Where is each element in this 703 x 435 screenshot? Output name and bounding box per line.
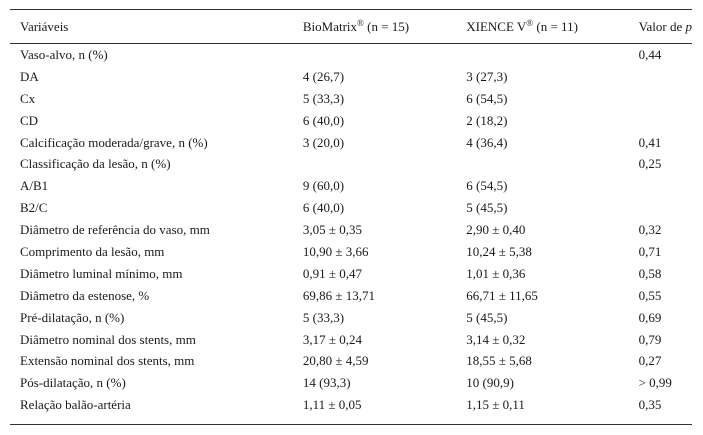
- row-label: Diâmetro de referência do vaso, mm: [20, 222, 210, 238]
- row-xience: 66,71 ± 11,65: [466, 287, 538, 303]
- row-p-value: [629, 110, 692, 132]
- table-row: [10, 285, 692, 307]
- row-biomatrix: 4 (26,7): [302, 68, 345, 84]
- table-body: [10, 44, 692, 417]
- table-row: [10, 241, 692, 263]
- header-biomatrix: [293, 10, 456, 44]
- row-biomatrix: 5 (33,3): [302, 309, 345, 325]
- table-row: [10, 197, 692, 219]
- table-row: [10, 88, 692, 110]
- table-row: [10, 263, 692, 285]
- table-row: [10, 394, 692, 416]
- row-xience: 18,55 ± 5,68: [466, 353, 532, 369]
- row-biomatrix: 69,86 ± 13,71: [302, 287, 376, 303]
- table-row: [10, 153, 692, 175]
- row-biomatrix: 3,17 ± 0,24: [302, 331, 363, 347]
- table-row: [10, 66, 692, 88]
- table-row: [10, 307, 692, 329]
- row-xience: 5 (45,5): [466, 309, 508, 325]
- header-row: [10, 10, 692, 44]
- row-p-value: [629, 66, 692, 88]
- row-xience: 6 (54,5): [466, 178, 508, 194]
- data-table-container: [10, 9, 692, 425]
- row-p-value: 0,79: [638, 331, 662, 347]
- row-biomatrix: 3 (20,0): [302, 134, 345, 150]
- table-header: [10, 10, 692, 44]
- table-row: [10, 329, 692, 351]
- row-xience: 5 (45,5): [466, 200, 508, 216]
- row-label: CD: [20, 112, 39, 128]
- row-biomatrix: 6 (40,0): [302, 112, 345, 128]
- row-xience: 3 (27,3): [466, 68, 508, 84]
- row-p-value: 0,58: [638, 265, 662, 281]
- row-label: Pós-dilatação, n (%): [20, 375, 126, 391]
- row-p-value: > 0,99: [638, 375, 672, 391]
- row-p-value: 0,44: [638, 46, 662, 62]
- row-p-value: 0,55: [638, 287, 662, 303]
- row-xience: 1,01 ± 0,36: [466, 265, 526, 281]
- row-label: Calcificação moderada/grave, n (%): [20, 134, 208, 150]
- row-p-value: 0,35: [638, 397, 662, 413]
- header-variables: [10, 10, 293, 44]
- row-label: Extensão nominal dos stents, mm: [20, 353, 195, 369]
- table-row: [10, 132, 692, 154]
- row-biomatrix: [293, 44, 456, 66]
- row-p-value: 0,25: [638, 156, 662, 172]
- table-row: [10, 175, 692, 197]
- row-p-value: [629, 197, 692, 219]
- row-label: Pré-dilatação, n (%): [20, 309, 125, 325]
- header-xience-sup: ®: [526, 17, 534, 28]
- header-variables-label: Variáveis: [20, 18, 69, 34]
- row-xience: [456, 153, 628, 175]
- row-biomatrix: 0,91 ± 0,47: [302, 265, 363, 281]
- table-row: [10, 219, 692, 241]
- data-table: [10, 10, 692, 416]
- row-p-value: [629, 175, 692, 197]
- row-p-value: 0,32: [638, 222, 662, 238]
- row-biomatrix: 6 (40,0): [302, 200, 345, 216]
- row-biomatrix: 3,05 ± 0,35: [302, 222, 363, 238]
- row-p-value: 0,69: [638, 309, 662, 325]
- header-biomatrix-sup: ®: [357, 17, 364, 28]
- row-biomatrix: 10,90 ± 3,66: [302, 243, 369, 259]
- header-biomatrix-n: (n = 15): [363, 18, 410, 34]
- row-biomatrix: 5 (33,3): [302, 90, 345, 106]
- row-biomatrix: 1,11 ± 0,05: [302, 397, 362, 413]
- row-biomatrix: [293, 153, 456, 175]
- row-label: B2/C: [20, 200, 48, 216]
- header-p-italic: p: [685, 18, 692, 34]
- row-xience: 10 (90,9): [466, 375, 514, 391]
- row-xience: 3,14 ± 0,32: [466, 331, 526, 347]
- header-xience-name: XIENCE V: [466, 18, 527, 34]
- row-xience: 2,90 ± 0,40: [466, 222, 526, 238]
- row-xience: 4 (36,4): [466, 134, 508, 150]
- row-label: DA: [20, 68, 39, 84]
- table-row: [10, 350, 692, 372]
- row-p-value: 0,71: [638, 243, 662, 259]
- row-xience: 10,24 ± 5,38: [466, 243, 532, 259]
- row-label: Diâmetro nominal dos stents, mm: [20, 331, 196, 347]
- row-xience: 2 (18,2): [466, 112, 508, 128]
- row-biomatrix: 20,80 ± 4,59: [302, 353, 369, 369]
- row-p-value: 0,41: [638, 134, 662, 150]
- table-row: [10, 110, 692, 132]
- row-label: Diâmetro da estenose, %: [20, 287, 150, 303]
- row-label: Relação balão-artéria: [20, 397, 131, 413]
- row-p-value: 0,27: [638, 353, 662, 369]
- row-label: A/B1: [20, 178, 49, 194]
- row-xience: 6 (54,5): [466, 90, 508, 106]
- table-row: [10, 44, 692, 66]
- row-label: Classificação da lesão, n (%): [20, 156, 171, 172]
- row-biomatrix: 9 (60,0): [302, 178, 345, 194]
- header-p-value: [629, 10, 692, 44]
- header-p-prefix: Valor de: [638, 18, 686, 34]
- row-label: Comprimento da lesão, mm: [20, 243, 165, 259]
- row-xience: 1,15 ± 0,11: [466, 397, 525, 413]
- header-xience-n: (n = 11): [533, 18, 578, 34]
- row-label: Cx: [20, 90, 36, 106]
- header-xience: [456, 10, 628, 44]
- row-label: Diâmetro luminal mínimo, mm: [20, 265, 183, 281]
- table-row: [10, 372, 692, 394]
- row-biomatrix: 14 (93,3): [302, 375, 351, 391]
- row-p-value: [629, 88, 692, 110]
- header-biomatrix-name: BioMatrix: [302, 18, 358, 34]
- row-xience: [456, 44, 628, 66]
- row-label: Vaso-alvo, n (%): [20, 46, 108, 62]
